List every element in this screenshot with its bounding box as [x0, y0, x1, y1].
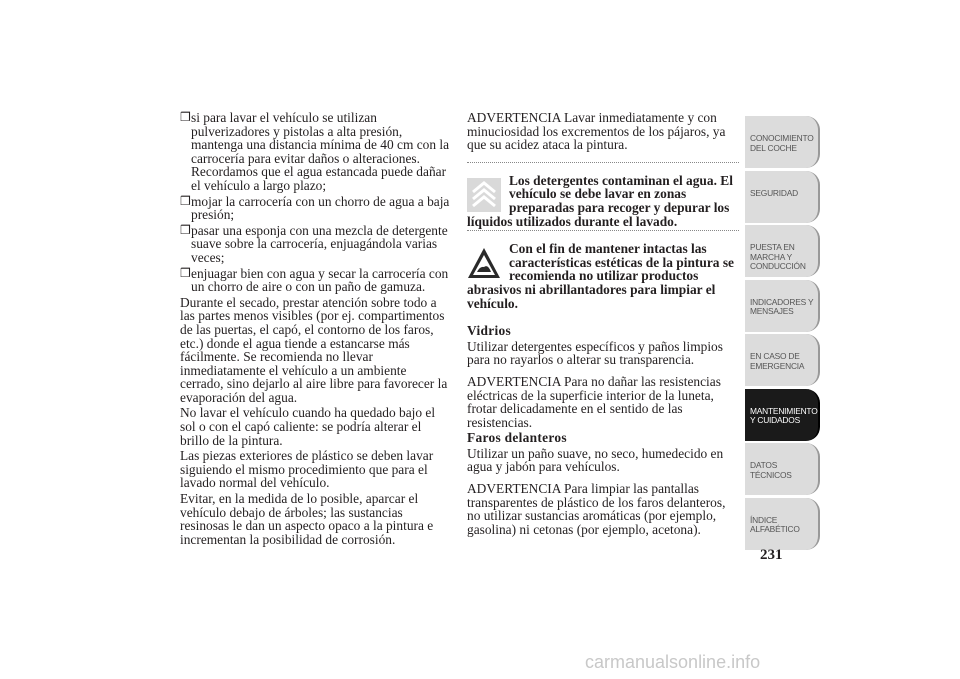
environment-note-text: Los detergentes contaminan el agua. El vehículo se debe lavar en zonas preparadas para recoger y depurar los líquidos utilizados durante el lavado.	[467, 172, 733, 229]
tab-mantenimiento[interactable]: MANTENIMIENTO Y CUIDADOS	[745, 389, 820, 441]
section-heading-vidrios: Vidrios	[467, 323, 512, 339]
tab-indicadores[interactable]: INDICADORES Y MENSAJES	[745, 280, 820, 332]
bullet-text: enjuagar bien con agua y secar la carrocería con un chorro de aire o con un paño de gamuza.	[191, 265, 449, 295]
warning-triangle-icon	[467, 246, 501, 280]
paragraph: Utilizar un paño suave, no seco, humedecido en agua y jabón para vehículos.	[467, 445, 724, 475]
tab-emergencia[interactable]: EN CASO DE EMERGENCIA	[745, 334, 820, 386]
bullet-text: mojar la carrocería con un chorro de agua a baja presión;	[191, 193, 450, 223]
warning-note-text: Con el fin de mantener intactas las características estéticas de la pintura se recomienda no utilizar productos abrasivos ni abrillantadores para limpiar el vehículo.	[467, 241, 734, 311]
paragraph: Evitar, en la medida de lo posible, aparcar el vehículo debajo de árboles; las sustancias resinosas le dan un aspecto opaco a la pintura e incrementan la posibilidad de corrosión.	[180, 491, 434, 547]
advertencia-faros: ADVERTENCIA Para limpiar las pantallas transparentes de plástico de los faros delanteros, no utilizar sustancias aromáticas (por ejemplo, gasolina) ni cetonas (por ejemplo, acetona).	[467, 481, 726, 537]
bullet-item	[180, 267, 452, 294]
pine-tree-icon	[467, 178, 501, 212]
bullet-text: pasar una esponja con una mezcla de detergente suave sobre la carrocería, enjuagándola varias veces;	[191, 222, 448, 265]
tab-puesta-en-marcha[interactable]: PUESTA EN MARCHA Y CONDUCCIÓN	[745, 225, 820, 277]
bullet-item	[180, 111, 452, 193]
paragraph: Las piezas exteriores de plástico se deben lavar siguiendo el mismo procedimiento que para el lavado normal del vehículo.	[180, 448, 434, 491]
warning-note	[467, 242, 739, 310]
left-column	[180, 111, 452, 548]
checkbox-bullet-icon: ❒	[180, 265, 191, 280]
advertencia-luneta: ADVERTENCIA Para no dañar las resistencias eléctricas de la superficie interior de la luneta, frotar delicadamente en el sentido de las resistencias.	[467, 373, 721, 430]
checkbox-bullet-icon: ❒	[180, 110, 191, 124]
bullet-text: si para lavar el vehículo se utilizan pulverizadores y pistolas a alta presión, mantenga una distancia mínima de 40 cm con la carrocería para evitar daños o alteraciones. Recordamos que el agua estancada puede dañar el vehículo a largo plazo;	[191, 110, 450, 193]
chapter-tabs	[745, 116, 820, 552]
tab-conocimiento[interactable]: CONOCIMIENTO DEL COCHE	[745, 116, 820, 168]
paragraph: Utilizar detergentes específicos y paños limpios para no rayarlos o alterar su transparencia.	[467, 338, 723, 368]
page-number: 231	[760, 547, 783, 563]
tab-indice[interactable]: ÍNDICE ALFABÉTICO	[745, 498, 820, 550]
bullet-item	[180, 195, 452, 222]
tab-seguridad[interactable]: SEGURIDAD	[745, 171, 820, 223]
paragraph: No lavar el vehículo cuando ha quedado bajo el sol o con el capó caliente: se podría alterar el brillo de la pintura.	[180, 405, 436, 448]
watermark: carmanualsonline.info	[585, 652, 761, 672]
checkbox-bullet-icon: ❒	[180, 222, 191, 237]
bullet-item	[180, 224, 452, 265]
section-heading-faros: Faros delanteros	[467, 430, 567, 446]
paragraph: Durante el secado, prestar atención sobre todo a las partes menos visibles (por ej. compartimentos de las puertas, el capó, el contorno de los faros, etc.) donde el agua tiende a estancarse más fácilmente. Se recomienda no llevar inmediatamente el vehículo a un ambiente cerrado, sino dejarlo al aire libre para favorecer la evaporación del agua.	[180, 294, 448, 405]
checkbox-bullet-icon: ❒	[180, 193, 191, 208]
tab-datos-tecnicos[interactable]: DATOS TÉCNICOS	[745, 443, 820, 495]
advertencia-birds: ADVERTENCIA Lavar inmediatamente y con minuciosidad los excrementos de los pájaros, ya que su acidez ataca la pintura.	[467, 110, 726, 153]
environment-note	[467, 174, 739, 228]
right-column	[467, 111, 739, 538]
